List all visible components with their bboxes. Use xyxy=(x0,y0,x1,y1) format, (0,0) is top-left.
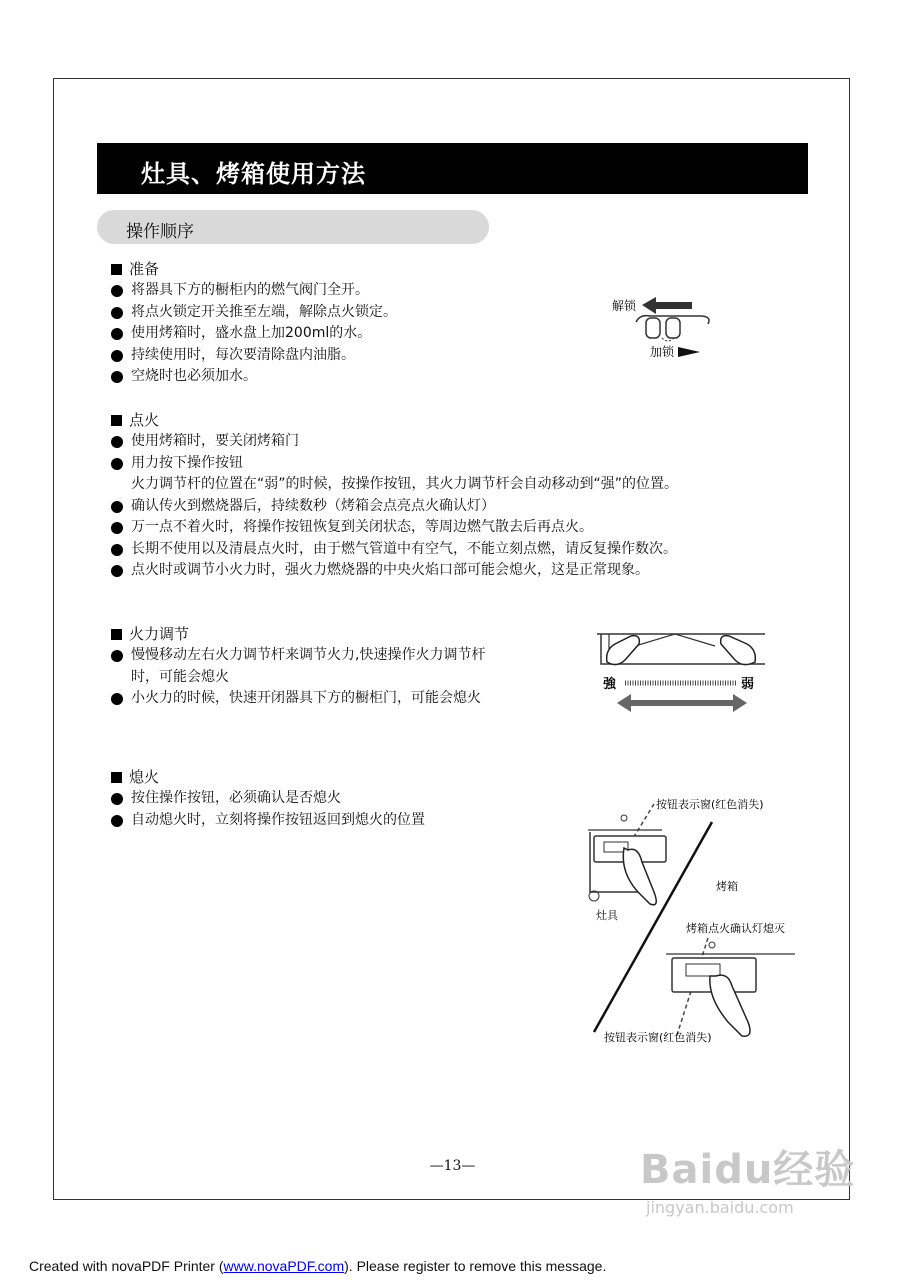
page-title: 灶具、烤箱使用方法 xyxy=(141,160,366,188)
novapdf-link[interactable]: www.novaPDF.com xyxy=(223,1258,345,1274)
subtitle-pill xyxy=(97,210,489,244)
list-item: 确认传火到燃烧器后，持续数秒（烤箱会点亮点火确认灯） xyxy=(111,496,678,518)
list-item: 持续使用时，每次要清除盘内油脂。 xyxy=(111,345,397,367)
unlock-label: 解锁 xyxy=(612,299,637,313)
bullet-icon xyxy=(111,522,123,534)
oven-label: 烤箱 xyxy=(716,880,738,893)
title-bar xyxy=(97,143,808,194)
subtitle: 操作顺序 xyxy=(126,222,194,242)
bullet-icon xyxy=(111,458,123,470)
list-item: 长期不使用以及清晨点火时，由于燃气管道中有空气，不能立刻点燃，请反复操作数次。 xyxy=(111,539,678,561)
watermark-logo: Baidu经验 xyxy=(640,1147,856,1193)
bullet-icon xyxy=(111,307,123,319)
strong-label: 強 xyxy=(603,677,617,692)
list-item: 将点火锁定开关推至左端，解除点火锁定。 xyxy=(111,302,397,324)
section-heading: 熄火 xyxy=(111,767,425,788)
list-item: 点火时或调节小火力时，强火力燃烧器的中央火焰口部可能会熄火，这是正常现象。 xyxy=(111,560,678,582)
list-item: 用力按下操作按钮 xyxy=(111,453,678,475)
window-label-bottom: 按钮表示窗(红色消失) xyxy=(604,1031,712,1044)
left-knob-icon xyxy=(607,636,640,665)
oven-lamp-label: 烤箱点火确认灯熄灭 xyxy=(686,922,785,935)
window-label-top: 按钮表示窗(红色消失) xyxy=(656,798,764,811)
section-heading: 点火 xyxy=(111,410,678,431)
section-fire-adjust xyxy=(111,624,485,710)
weak-label: 弱 xyxy=(741,677,755,692)
right-knob-icon xyxy=(721,636,756,665)
section-heading: 火力调节 xyxy=(111,624,485,645)
bullet-icon xyxy=(111,650,123,662)
list-item: 慢慢移动左右火力调节杆来调节火力,快速操作火力调节杆 xyxy=(111,645,485,667)
left-arrow-icon xyxy=(642,297,692,314)
square-bullet-icon xyxy=(111,629,122,640)
list-item: 将器具下方的橱柜内的燃气阀门全开。 xyxy=(111,280,397,302)
bullet-icon xyxy=(111,693,123,705)
list-item: 自动熄火时，立刻将操作按钮返回到熄火的位置 xyxy=(111,810,425,832)
bullet-icon xyxy=(111,501,123,513)
stove-label: 灶具 xyxy=(596,909,618,922)
list-item: 万一点不着火时，将操作按钮恢复到关闭状态，等周边燃气散去后再点火。 xyxy=(111,517,678,539)
extinguish-figure xyxy=(580,792,805,1054)
square-bullet-icon xyxy=(111,415,122,426)
section-prepare xyxy=(111,259,397,388)
right-arrow-icon xyxy=(678,347,700,357)
bullet-icon xyxy=(111,350,123,362)
lock-label: 加锁 xyxy=(650,345,675,359)
section-extinguish xyxy=(111,767,425,831)
lock-switch-figure xyxy=(600,290,720,365)
list-item: 空烧时也必须加水。 xyxy=(111,366,397,388)
list-item: 小火力的时候，快速开闭器具下方的橱柜门，可能会熄火 xyxy=(111,688,485,710)
bullet-icon xyxy=(111,793,123,805)
square-bullet-icon xyxy=(111,772,122,783)
list-item: 使用烤箱时，盛水盘上加200ml的水。 xyxy=(111,323,397,345)
bullet-icon xyxy=(111,544,123,556)
fire-adjust-figure xyxy=(595,630,770,715)
bullet-icon xyxy=(111,328,123,340)
bullet-icon xyxy=(111,285,123,297)
page-number: —13— xyxy=(429,1158,476,1174)
watermark xyxy=(640,1148,855,1217)
list-item: 使用烤箱时，要关闭烤箱门 xyxy=(111,431,678,453)
section-heading: 准备 xyxy=(111,259,397,280)
bullet-icon xyxy=(111,565,123,577)
list-item: 按住操作按钮，必须确认是否熄火 xyxy=(111,788,425,810)
footer-notice: Created with novaPDF Printer (www.novaPDF.com). Please register to remove this message. xyxy=(29,1258,607,1274)
section-ignite xyxy=(111,410,678,582)
bullet-icon xyxy=(111,436,123,448)
square-bullet-icon xyxy=(111,264,122,275)
double-arrow-icon xyxy=(617,694,747,712)
list-item-continuation: 火力调节杆的位置在“弱”的时候，按操作按钮，其火力调节杆会自动移动到“强”的位置。 xyxy=(131,476,679,492)
watermark-url: jingyan.baidu.com xyxy=(646,1198,794,1217)
bullet-icon xyxy=(111,815,123,827)
bullet-icon xyxy=(111,371,123,383)
list-item-continuation: 时，可能会熄火 xyxy=(131,668,229,685)
